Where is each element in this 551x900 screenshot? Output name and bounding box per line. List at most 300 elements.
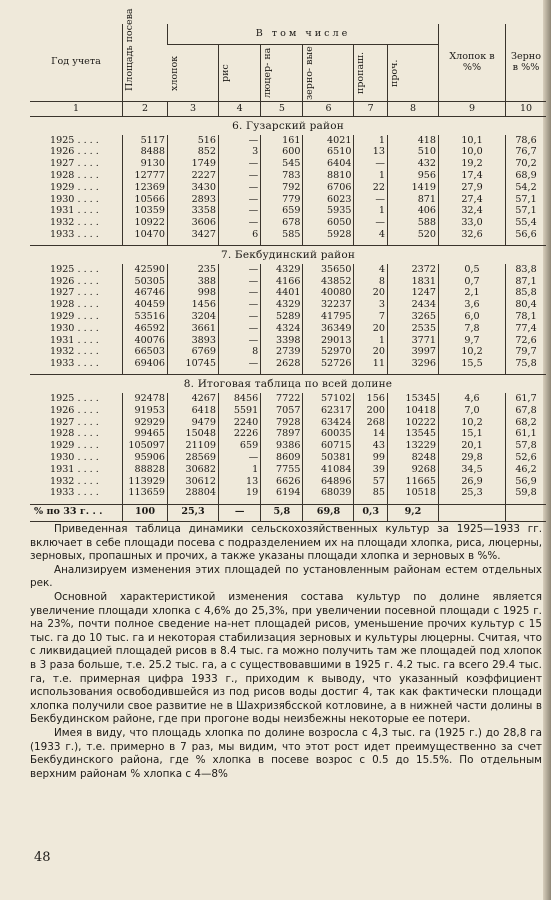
table-cell: 79,7 — [506, 347, 547, 359]
row-year: 1929 . . . . — [50, 181, 99, 193]
table-cell: 33,0 — [439, 218, 506, 230]
table-cell: 25,3 — [439, 488, 506, 500]
table-cell: 13229 — [387, 441, 438, 453]
table-cell: — — [219, 452, 261, 464]
table-row — [30, 170, 546, 182]
table-row — [30, 347, 546, 359]
table-cell: 57 — [354, 476, 387, 488]
table-cell: 4324 — [261, 323, 303, 335]
table-cell: 7,8 — [439, 323, 506, 335]
table-cell: 28804 — [168, 488, 219, 500]
table-cell: 20,1 — [439, 441, 506, 453]
table-cell: 46,2 — [506, 464, 547, 476]
row-year: 1933 . . . . — [50, 229, 99, 241]
row-year: 1926 . . . . — [50, 275, 99, 287]
table-cell: 4166 — [261, 276, 303, 288]
table-cell: 6 — [219, 229, 261, 241]
table-cell: 43852 — [303, 276, 354, 288]
table-cell: 22 — [354, 182, 387, 194]
table-cell: 9386 — [261, 441, 303, 453]
table-cell: 28569 — [168, 452, 219, 464]
table-cell: 80,4 — [506, 300, 547, 312]
table-cell: 7,0 — [439, 405, 506, 417]
table-row — [30, 311, 546, 323]
table-cell: 10418 — [387, 405, 438, 417]
table-cell: 68,2 — [506, 417, 547, 429]
table-cell: 2628 — [261, 359, 303, 371]
table-cell: 41084 — [303, 464, 354, 476]
table-cell: 5591 — [219, 405, 261, 417]
table-cell: 4 — [354, 264, 387, 276]
table-cell: 56,9 — [506, 476, 547, 488]
table-cell: 19 — [219, 488, 261, 500]
table-cell: 4021 — [303, 135, 354, 147]
header-col-3: хлопок — [168, 45, 219, 102]
table-cell: 113659 — [123, 488, 168, 500]
table-cell: 83,8 — [506, 264, 547, 276]
table-cell: — — [219, 335, 261, 347]
table-cell: 13 — [354, 147, 387, 159]
table-cell: — — [354, 218, 387, 230]
table-cell: 2739 — [261, 347, 303, 359]
table-cell: 7928 — [261, 417, 303, 429]
row-year: 1926 . . . . — [50, 146, 99, 158]
column-number: 7 — [354, 102, 387, 117]
table-cell: 5935 — [303, 206, 354, 218]
table-cell: 6023 — [303, 194, 354, 206]
table-row — [30, 159, 546, 171]
total-percent-row — [30, 504, 546, 521]
table-row — [30, 206, 546, 218]
table-cell: 15,5 — [439, 359, 506, 371]
table-cell: 1749 — [168, 159, 219, 171]
table-cell: 53516 — [123, 311, 168, 323]
table-cell: 63424 — [303, 417, 354, 429]
row-year: 1929 . . . . — [50, 440, 99, 452]
table-cell: 8 — [219, 347, 261, 359]
column-number: 10 — [506, 102, 547, 117]
total-cell: 0,3 — [354, 504, 387, 521]
table-cell: 6769 — [168, 347, 219, 359]
table-cell: 26,9 — [439, 476, 506, 488]
table-row — [30, 464, 546, 476]
table-cell: 57,1 — [506, 206, 547, 218]
row-year: 1928 . . . . — [50, 299, 99, 311]
table-cell: 6510 — [303, 147, 354, 159]
table-cell: 52,6 — [506, 452, 547, 464]
table-cell: 105097 — [123, 441, 168, 453]
header-area: Площадь посева — [123, 24, 168, 102]
table-cell: 3296 — [387, 359, 438, 371]
table-row — [30, 476, 546, 488]
table-cell: 998 — [168, 288, 219, 300]
table-cell: 35650 — [303, 264, 354, 276]
table-cell: 55,4 — [506, 218, 547, 230]
header-col-6: зерно- вые — [303, 45, 354, 102]
table-cell: 7755 — [261, 464, 303, 476]
table-row — [30, 417, 546, 429]
table-row — [30, 264, 546, 276]
table-cell: 46592 — [123, 323, 168, 335]
table-cell: 3,6 — [439, 300, 506, 312]
table-cell: — — [354, 159, 387, 171]
table-cell: 6,0 — [439, 311, 506, 323]
table-cell: 510 — [387, 147, 438, 159]
table-cell: 27,4 — [439, 194, 506, 206]
table-cell: 10,1 — [439, 135, 506, 147]
table-cell: 4329 — [261, 300, 303, 312]
table-cell: 87,1 — [506, 276, 547, 288]
row-year: 1930 . . . . — [50, 193, 99, 205]
table-cell: — — [219, 182, 261, 194]
table-cell: 4,6 — [439, 393, 506, 405]
table-cell: 30612 — [168, 476, 219, 488]
table-cell: 2372 — [387, 264, 438, 276]
table-cell: 76,7 — [506, 147, 547, 159]
row-year: 1926 . . . . — [50, 404, 99, 416]
header-col-7: пропаш. — [354, 45, 387, 102]
table-row — [30, 276, 546, 288]
table-row — [30, 441, 546, 453]
table-cell: 520 — [387, 229, 438, 241]
paragraph: Анализируем изменения этих площадей по установленным районам естем отдельных рек. — [30, 563, 542, 590]
row-year: 1927 . . . . — [50, 158, 99, 170]
table-row — [30, 194, 546, 206]
table-row — [30, 135, 546, 147]
table-cell: 4329 — [261, 264, 303, 276]
table-row — [30, 229, 546, 241]
total-cell: 5,8 — [261, 504, 303, 521]
table-cell: 17,4 — [439, 170, 506, 182]
table-cell: 57,8 — [506, 441, 547, 453]
table-cell: 50381 — [303, 452, 354, 464]
table-cell: 27,9 — [439, 182, 506, 194]
table-cell: 406 — [387, 206, 438, 218]
total-cell: 9,2 — [387, 504, 438, 521]
table-row — [30, 429, 546, 441]
table-cell: 59,8 — [506, 488, 547, 500]
table-cell: 10470 — [123, 229, 168, 241]
row-year: 1932 . . . . — [50, 217, 99, 229]
table-cell: 6050 — [303, 218, 354, 230]
table-cell: 3430 — [168, 182, 219, 194]
table-cell: 7 — [354, 311, 387, 323]
table-cell: 4267 — [168, 393, 219, 405]
table-cell: 2893 — [168, 194, 219, 206]
table-cell: 60035 — [303, 429, 354, 441]
table-row — [30, 288, 546, 300]
table-cell: 7722 — [261, 393, 303, 405]
column-number: 4 — [219, 102, 261, 117]
total-cell — [439, 504, 506, 521]
table-cell: 161 — [261, 135, 303, 147]
table-cell: 200 — [354, 405, 387, 417]
table-cell: 3997 — [387, 347, 438, 359]
section-title: 7. Бекбудинский район — [220, 248, 356, 261]
paragraph: Имея в виду, что площадь хлопка по долине возросла с 4,3 тыс. га (1925 г.) до 28,8 га (1933 г.), т.е. примерно в 7 раз, мы видим, что этот рост идет преимущественно за счет Бекбудинского района, где % хлопка в посеве возрос с 0.5 до 15.5%. По отдельным верхним районам % хлопка с 4—8% — [30, 726, 542, 780]
total-cell: — — [219, 504, 261, 521]
table-row — [30, 359, 546, 371]
row-year: 1927 . . . . — [50, 287, 99, 299]
table-cell: 3358 — [168, 206, 219, 218]
table-cell: 99 — [354, 452, 387, 464]
column-numbers-row — [30, 102, 546, 117]
table-cell: 68,9 — [506, 170, 547, 182]
table-row — [30, 452, 546, 464]
table-cell: 20 — [354, 323, 387, 335]
row-year: 1931 . . . . — [50, 463, 99, 475]
table-row — [30, 182, 546, 194]
table-cell: 10518 — [387, 488, 438, 500]
table-row — [30, 323, 546, 335]
table-cell: 10222 — [387, 417, 438, 429]
table-cell: 235 — [168, 264, 219, 276]
table-cell: 5928 — [303, 229, 354, 241]
table-cell: 852 — [168, 147, 219, 159]
table-cell: 32,4 — [439, 206, 506, 218]
table-cell: 61,7 — [506, 393, 547, 405]
table-row — [30, 300, 546, 312]
table-cell: 5117 — [123, 135, 168, 147]
table-cell: 8248 — [387, 452, 438, 464]
table-cell: 14 — [354, 429, 387, 441]
table-cell: 20 — [354, 288, 387, 300]
table-cell: 3398 — [261, 335, 303, 347]
table-cell: 10,2 — [439, 347, 506, 359]
table-cell: 4401 — [261, 288, 303, 300]
table-cell: 95906 — [123, 452, 168, 464]
section-title: 6. Гузарский район — [232, 119, 344, 132]
table-cell: 588 — [387, 218, 438, 230]
table-cell: 6706 — [303, 182, 354, 194]
table-cell: 1247 — [387, 288, 438, 300]
table-cell: 7897 — [261, 429, 303, 441]
table-cell: 432 — [387, 159, 438, 171]
table-cell: 72,6 — [506, 335, 547, 347]
column-number: 3 — [168, 102, 219, 117]
table-cell: 67,8 — [506, 405, 547, 417]
table-row — [30, 405, 546, 417]
row-year: 1930 . . . . — [50, 451, 99, 463]
total-label: % по 33 г. . . — [30, 504, 123, 521]
header-group: В том числе — [168, 24, 439, 45]
table-cell: 1831 — [387, 276, 438, 288]
table-cell: 78,1 — [506, 311, 547, 323]
section-title: 8. Итоговая таблица по всей долине — [183, 378, 393, 391]
table-cell: 10,0 — [439, 147, 506, 159]
table-cell: 9,7 — [439, 335, 506, 347]
table-cell: 8456 — [219, 393, 261, 405]
table-cell: 2,1 — [439, 288, 506, 300]
table-cell: 2535 — [387, 323, 438, 335]
table-cell: — — [219, 323, 261, 335]
table-cell: 19,2 — [439, 159, 506, 171]
table-cell: 8810 — [303, 170, 354, 182]
table-cell: 99465 — [123, 429, 168, 441]
table-cell: — — [219, 264, 261, 276]
table-cell: 3771 — [387, 335, 438, 347]
table-cell: — — [219, 288, 261, 300]
table-cell: 41795 — [303, 311, 354, 323]
table-cell: 516 — [168, 135, 219, 147]
table-cell: — — [219, 300, 261, 312]
table-cell: 66503 — [123, 347, 168, 359]
table-cell: 678 — [261, 218, 303, 230]
table-cell: 1 — [219, 464, 261, 476]
table-cell: 62317 — [303, 405, 354, 417]
table-cell: 10359 — [123, 206, 168, 218]
column-number: 8 — [387, 102, 438, 117]
paragraph: Основной характеристикой изменения состава культур по долине является увеличение площади хлопка с 4,6% до 25,3%, при увеличении посевной площади с 1925 г. на 23%, почти полное сведение на-нет площадей рисов, уменьшение прочих культур с 15 тыс. га до 10 тыс. га и некоторая стабилизация зерновых и культуры люцерны. Считая, что с ликвидацией площадей рисов в 8.4 тыс. га можно получить там же площадей под хлопок в 3 раза больше, т.е. 25.2 тыс. га, а с существовавшими в 1925 г. 4.2 тыс. га всего 29.4 тыс. га, т.е. примерная цифра 1933 г., приходим к выводу, что указанный коэффициент использования освободившейся из под рисов воды достиг 4, так как фактически площади хлопка получили свое развитие не в Шахризябсской котловине, а в нижней части долины в Бекбудинском районе, где при прогоне воды неизбежны некоторые ее потери. — [30, 590, 542, 726]
table-cell: 46746 — [123, 288, 168, 300]
table-cell: 39 — [354, 464, 387, 476]
table-cell: 6404 — [303, 159, 354, 171]
table-cell: 60715 — [303, 441, 354, 453]
table-cell: 7057 — [261, 405, 303, 417]
table-cell: 600 — [261, 147, 303, 159]
table-cell: 585 — [261, 229, 303, 241]
table-cell: 113929 — [123, 476, 168, 488]
table-cell: 29013 — [303, 335, 354, 347]
column-number: 2 — [123, 102, 168, 117]
table-cell: 2434 — [387, 300, 438, 312]
table-row — [30, 393, 546, 405]
table-cell: — — [219, 194, 261, 206]
table-cell: 36349 — [303, 323, 354, 335]
table-cell: 85,8 — [506, 288, 547, 300]
header-col-8: проч. — [387, 45, 438, 102]
table-cell: 9479 — [168, 417, 219, 429]
table-cell: 13545 — [387, 429, 438, 441]
total-cell: 69,8 — [303, 504, 354, 521]
row-year: 1930 . . . . — [50, 322, 99, 334]
row-year: 1932 . . . . — [50, 346, 99, 358]
header-year: Год учета — [30, 24, 123, 102]
table-cell: 268 — [354, 417, 387, 429]
table-cell: 91953 — [123, 405, 168, 417]
table-row — [30, 218, 546, 230]
table-row — [30, 488, 546, 500]
table-cell: 52726 — [303, 359, 354, 371]
row-year: 1931 . . . . — [50, 334, 99, 346]
column-number: 6 — [303, 102, 354, 117]
table-cell: 11 — [354, 359, 387, 371]
row-year: 1933 . . . . — [50, 358, 99, 370]
table-cell: 9268 — [387, 464, 438, 476]
table-cell: — — [219, 276, 261, 288]
table-cell: 2227 — [168, 170, 219, 182]
table-cell: — — [219, 359, 261, 371]
table-cell: 956 — [387, 170, 438, 182]
table-cell: 69406 — [123, 359, 168, 371]
table-row — [30, 335, 546, 347]
table-cell: 545 — [261, 159, 303, 171]
table-cell: 34,5 — [439, 464, 506, 476]
table-cell: 57,1 — [506, 194, 547, 206]
table-cell: 10,2 — [439, 417, 506, 429]
row-year: 1932 . . . . — [50, 475, 99, 487]
table-cell: 40080 — [303, 288, 354, 300]
table-cell: 10566 — [123, 194, 168, 206]
table-cell: 88828 — [123, 464, 168, 476]
table-cell: 6194 — [261, 488, 303, 500]
table-cell: 70,2 — [506, 159, 547, 171]
table-cell: — — [219, 218, 261, 230]
table-cell: 792 — [261, 182, 303, 194]
table-cell: 659 — [219, 441, 261, 453]
table-cell: 15048 — [168, 429, 219, 441]
table-cell: 42590 — [123, 264, 168, 276]
row-year: 1925 . . . . — [50, 263, 99, 275]
table-cell: 8609 — [261, 452, 303, 464]
table-cell: 3661 — [168, 323, 219, 335]
table-cell: 15345 — [387, 393, 438, 405]
header-col-4: рис — [219, 45, 261, 102]
table-cell: 57102 — [303, 393, 354, 405]
table-cell: 871 — [387, 194, 438, 206]
column-number: 5 — [261, 102, 303, 117]
table-cell: 418 — [387, 135, 438, 147]
column-number: 9 — [439, 102, 506, 117]
page-number: 48 — [34, 850, 51, 865]
table-cell: 3893 — [168, 335, 219, 347]
table-cell: 6626 — [261, 476, 303, 488]
table-cell: 779 — [261, 194, 303, 206]
table-cell: 75,8 — [506, 359, 547, 371]
table-cell: 20 — [354, 347, 387, 359]
table-cell: 54,2 — [506, 182, 547, 194]
row-year: 1933 . . . . — [50, 487, 99, 499]
table-cell: 13 — [219, 476, 261, 488]
table-cell: 3204 — [168, 311, 219, 323]
table-cell: 12777 — [123, 170, 168, 182]
table-cell: 43 — [354, 441, 387, 453]
table-cell: 0,5 — [439, 264, 506, 276]
table-cell: — — [219, 170, 261, 182]
total-cell: 25,3 — [168, 504, 219, 521]
table-cell: 5289 — [261, 311, 303, 323]
row-year: 1925 . . . . — [50, 392, 99, 404]
table-cell: 1 — [354, 335, 387, 347]
row-year: 1931 . . . . — [50, 205, 99, 217]
row-year: 1928 . . . . — [50, 170, 99, 182]
table-cell: 388 — [168, 276, 219, 288]
table-cell: 64896 — [303, 476, 354, 488]
table-cell: 6418 — [168, 405, 219, 417]
table-cell: 61,1 — [506, 429, 547, 441]
table-cell: 8 — [354, 276, 387, 288]
total-cell — [506, 504, 547, 521]
paragraph: Приведенная таблица динамики сельскохозяйственных культур за 1925—1933 гг. включает в себе площади посева с подразделением их на площади хлопка, риса, люцерны, зерновых, пропашных и прочих, а также указаны площади хлопка и зерновых в %%. — [30, 523, 542, 563]
table-cell: 15,1 — [439, 429, 506, 441]
table-cell: 52970 — [303, 347, 354, 359]
table-cell: 3 — [354, 300, 387, 312]
table-row — [30, 147, 546, 159]
table-cell: 8488 — [123, 147, 168, 159]
table-cell: 1456 — [168, 300, 219, 312]
table-cell: — — [219, 206, 261, 218]
table-cell: 77,4 — [506, 323, 547, 335]
table-cell: 92478 — [123, 393, 168, 405]
table-cell: 32,6 — [439, 229, 506, 241]
table-cell: 3 — [219, 147, 261, 159]
table-cell: — — [219, 135, 261, 147]
table-cell: 1419 — [387, 182, 438, 194]
column-number: 1 — [30, 102, 123, 117]
table-cell: 1 — [354, 206, 387, 218]
table-cell: — — [354, 194, 387, 206]
row-year: 1925 . . . . — [50, 134, 99, 146]
